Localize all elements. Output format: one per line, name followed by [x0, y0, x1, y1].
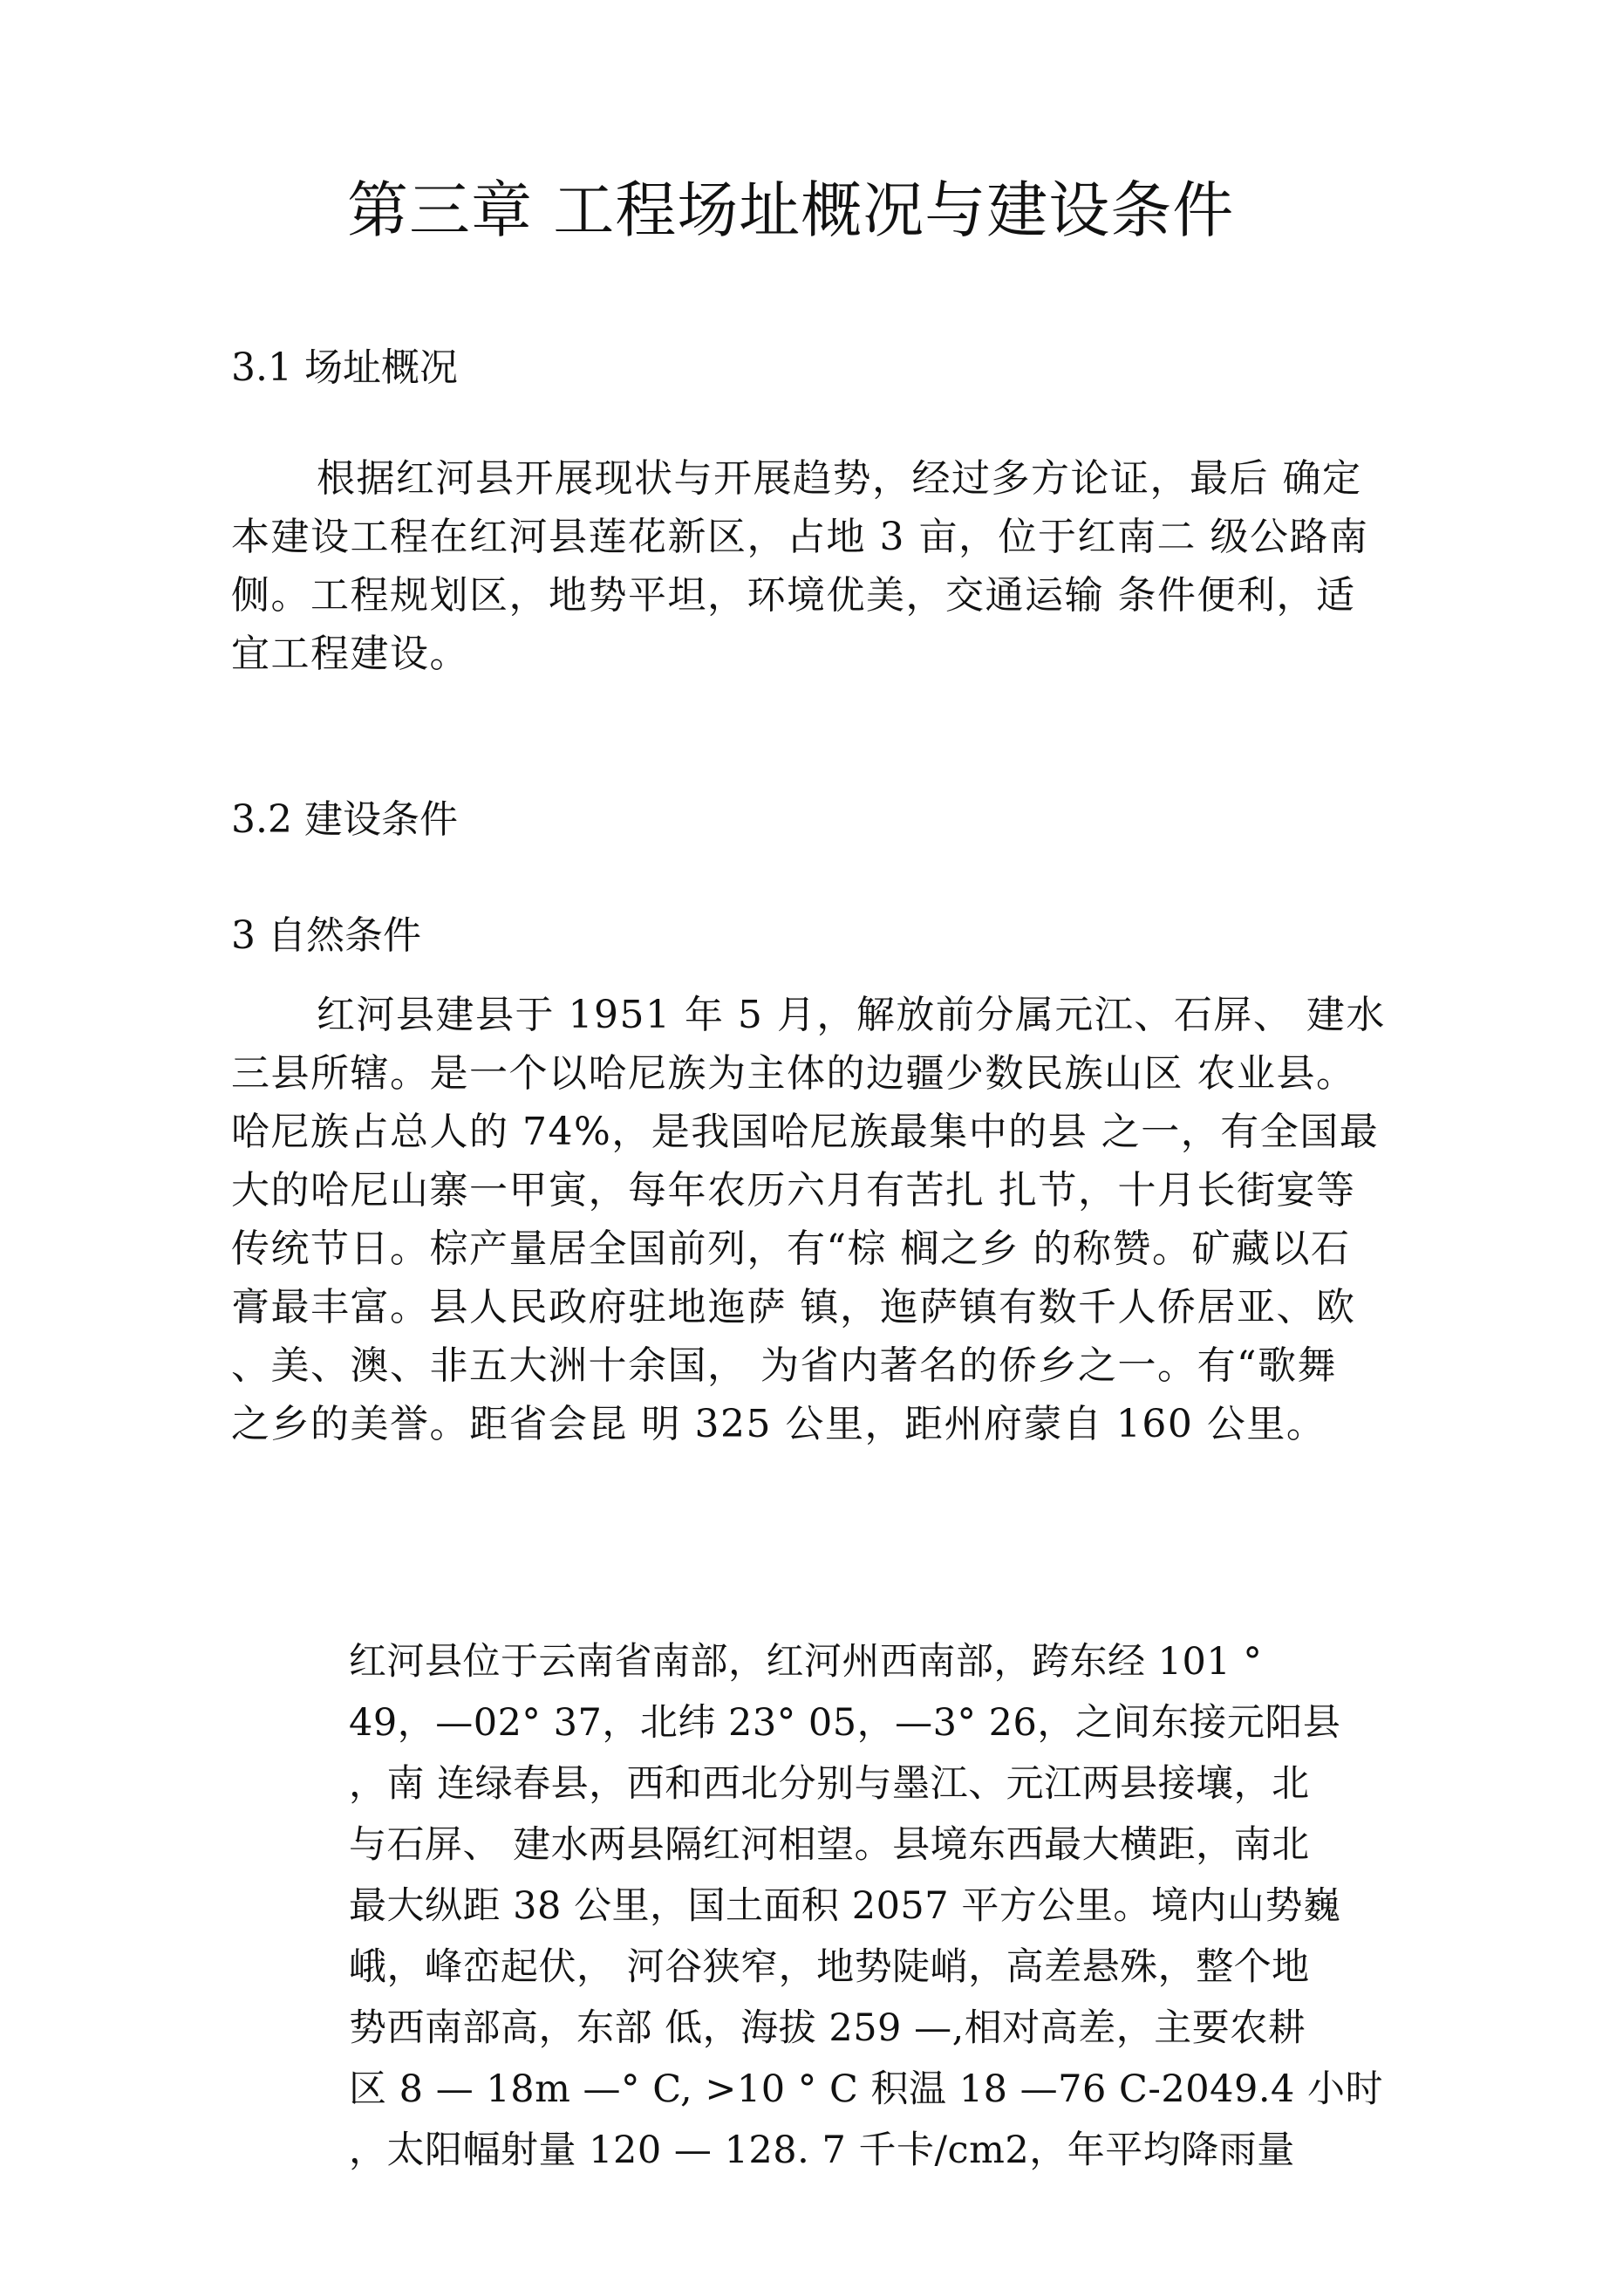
paragraph-line: 膏最丰富。县人民政府驻地迤萨 镇，迤萨镇有数千人侨居亚、欧: [231, 1285, 1356, 1329]
paragraph-geography: [349, 1631, 1408, 2181]
paragraph-line: ，太阳幅射量 120 — 128. 7 千卡/cm2，年平均降雨量: [349, 2129, 1295, 2172]
paragraph-line: 峨，峰峦起伏， 河谷狭窄，地势陡峭，高差悬殊，整个地: [349, 1945, 1310, 1989]
paragraph-line: 红河县建县于 1951 年 5 月，解放前分属元江、石屏、 建水: [317, 993, 1386, 1037]
paragraph-line: 大的哈尼山寨一甲寅，每年农历六月有苦扎 扎节，十月长街宴等: [231, 1168, 1356, 1213]
paragraph-line: 本建设工程在红河县莲花新区，占地 3 亩，位于红南二 级公路南: [231, 515, 1369, 559]
paragraph-line: 势西南部高，东部 低，海拔 259 —,相对高差，主要农耕: [349, 2006, 1306, 2050]
paragraph-line: 49，—02° 37，北纬 23° 05，—3° 26，之间东接元阳县: [349, 1701, 1341, 1745]
paragraph-line: 宜工程建设。: [231, 632, 469, 676]
paragraph-natural-conditions: [231, 986, 1404, 1453]
paragraph-line: 侧。工程规划区，地势平坦，环境优美，交通运输 条件便利，适: [231, 573, 1356, 618]
paragraph-line: 传统节日。棕产量居全国前列，有“棕 榈之乡 的称赞。矿藏以石: [231, 1227, 1351, 1271]
chapter-title: 第三章 工程场址概况与建设条件: [347, 174, 1235, 246]
paragraph-line: 、美、澳、非五大洲十余国， 为省内著名的侨乡之一。有“歌舞: [231, 1343, 1337, 1388]
paragraph-line: 红河县位于云南省南部，红河州西南部，跨东经 101 °: [349, 1640, 1263, 1684]
paragraph-line: 最大纵距 38 公里，国土面积 2057 平方公里。境内山势巍: [349, 1884, 1341, 1928]
paragraph-line: 根据红河县开展现状与开展趋势，经过多方论证，最后 确定: [317, 456, 1362, 501]
paragraph-site-overview: [231, 449, 1404, 683]
paragraph-line: ，南 连绿春县，西和西北分别与墨江、元江两县接壤，北: [349, 1762, 1310, 1806]
section-heading-construction-conditions: 3.2 建设条件: [231, 797, 458, 842]
section-heading-site-overview: 3.1 场址概况: [231, 345, 458, 390]
paragraph-line: 之乡的美誉。距省会昆 明 325 公里，距州府蒙自 160 公里。: [231, 1402, 1326, 1446]
section-heading-natural-conditions: 3 自然条件: [231, 913, 421, 958]
paragraph-line: 三县所辖。是一个以哈尼族为主体的边疆少数民族山区 农业县。: [231, 1051, 1356, 1096]
paragraph-line: 与石屏、 建水两县隔红河相望。县境东西最大横距，南北: [349, 1823, 1310, 1867]
paragraph-line: 区 8 — 18m —° C, >10 ° C 积温 18 —76 C-2049.4 小时: [349, 2067, 1384, 2111]
paragraph-line: 哈尼族占总人的 74%，是我国哈尼族最集中的县 之一，有全国最: [231, 1110, 1380, 1154]
